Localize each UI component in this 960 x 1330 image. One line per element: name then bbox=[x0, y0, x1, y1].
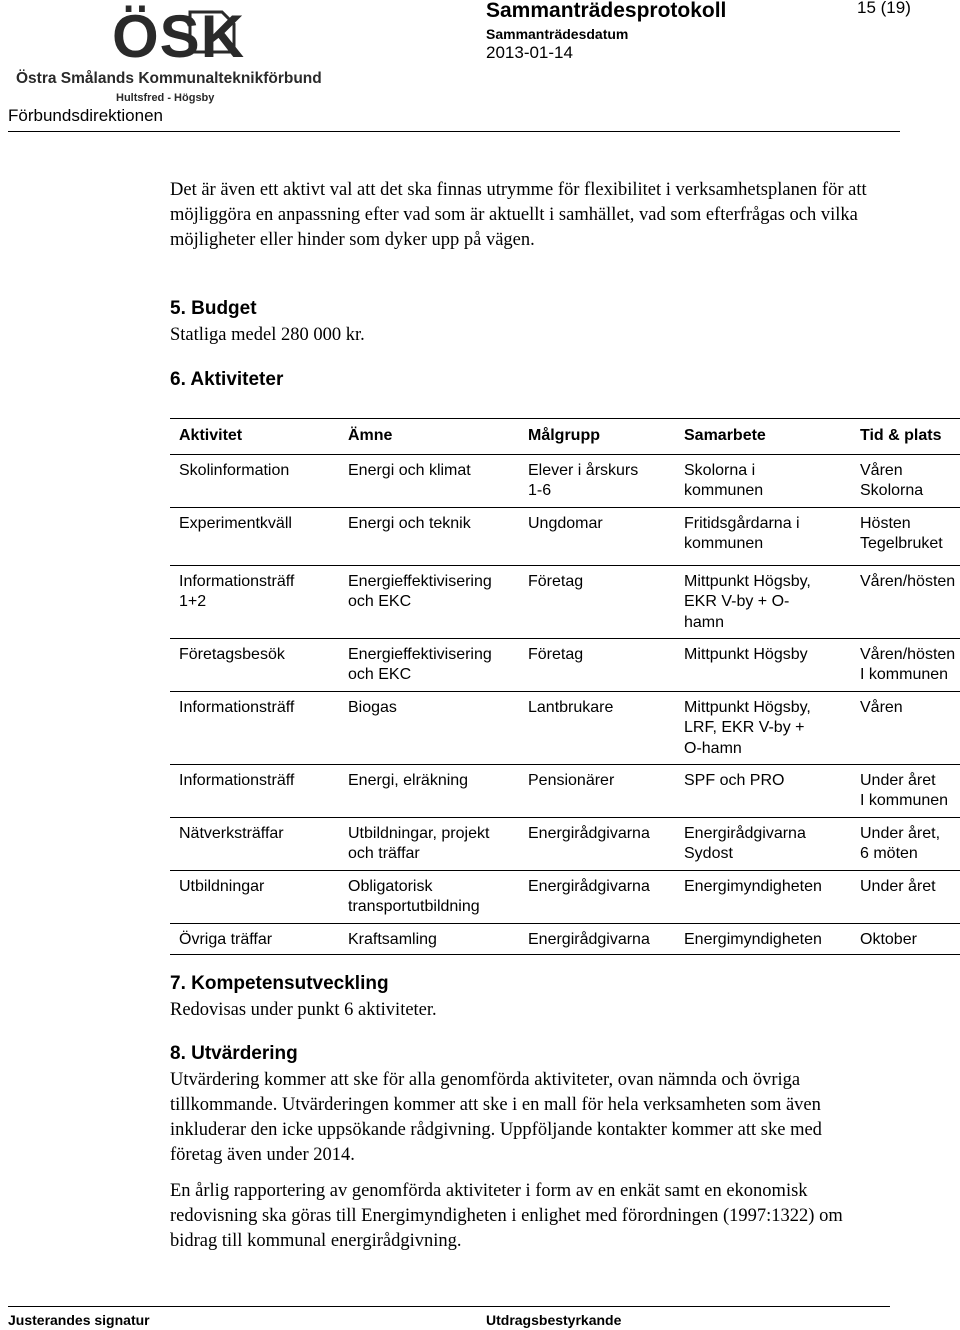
table-cell: Under året I kommunen bbox=[851, 764, 960, 817]
header-divider bbox=[8, 131, 900, 132]
table-cell: Biogas bbox=[339, 691, 519, 764]
table-cell: Utbildningar bbox=[170, 870, 339, 923]
osk-logo bbox=[12, 4, 322, 104]
certification-label: Utdragsbestyrkande bbox=[486, 1312, 622, 1328]
intro-paragraph: Det är även ett aktivt val att det ska finnas utrymme för flexibilitet i verksamhetsplanen för att möjliggöra en anpassning efter vad som är aktuellt i samhället, vad som efterfrågas och vilka möjligheter eller hinder som dyker upp på vägen. bbox=[170, 180, 867, 250]
table-cell: Energirådgivarna Sydost bbox=[674, 817, 851, 870]
table-cell: Experimentkväll bbox=[170, 507, 339, 565]
table-row bbox=[170, 923, 960, 954]
table-cell: Elever i årskurs 1-6 bbox=[519, 454, 674, 507]
section-8-heading: 8. Utvärdering bbox=[170, 1043, 298, 1064]
section-8-paragraph: Utvärdering kommer att ske för alla genomförda aktiviteter, ovan nämnda och övriga tillkommande. Utvärderingen kommer att ske i en mall för hela verksamheten som även inkluderar den icke uppsökande rådgivning. Uppföljande kontakter kommer att ske med företag även under 2014. bbox=[170, 1070, 822, 1165]
table-cell: SPF och PRO bbox=[674, 764, 851, 817]
footer-divider bbox=[8, 1306, 890, 1307]
table-cell: Informationsträff 1+2 bbox=[170, 565, 339, 638]
table-cell: Våren Skolorna bbox=[851, 454, 960, 507]
section-6-heading: 6. Aktiviteter bbox=[170, 369, 284, 390]
table-row bbox=[170, 454, 960, 507]
activities-table bbox=[170, 418, 960, 955]
header-amne: Ämne bbox=[339, 419, 519, 455]
header-tid-plats: Tid & plats bbox=[851, 419, 960, 455]
table-cell: Energirådgivarna bbox=[519, 817, 674, 870]
section-8-paragraph-2: En årlig rapportering av genomförda aktiviteter i form av en enkät samt en ekonomisk redovisning ska göras till Energimyndigheten i enlighet med förordningen (1997:1322) om bidrag till kommunal energirådgivning. bbox=[170, 1181, 843, 1251]
table-row bbox=[170, 565, 960, 638]
logo-organization: Östra Smålands Kommunalteknikförbund bbox=[16, 70, 322, 87]
table-cell: Skolinformation bbox=[170, 454, 339, 507]
header-aktivitet: Aktivitet bbox=[170, 419, 339, 455]
table-row bbox=[170, 817, 960, 870]
table-cell: Våren/hösten bbox=[851, 565, 960, 638]
table-cell: Energimyndigheten bbox=[674, 923, 851, 954]
table-cell: Energieffektivisering och EKC bbox=[339, 565, 519, 638]
table-body bbox=[170, 454, 960, 954]
header-samarbete: Samarbete bbox=[674, 419, 851, 455]
table-cell: Mittpunkt Högsby, LRF, EKR V-by + O-hamn bbox=[674, 691, 851, 764]
table-row bbox=[170, 691, 960, 764]
header-malgrupp: Målgrupp bbox=[519, 419, 674, 455]
table-cell: Skolorna i kommunen bbox=[674, 454, 851, 507]
table-cell: Fritidsgårdarna i kommunen bbox=[674, 507, 851, 565]
table-cell: Energirådgivarna bbox=[519, 870, 674, 923]
table-cell: Energi, elräkning bbox=[339, 764, 519, 817]
department-name: Förbundsdirektionen bbox=[8, 106, 163, 125]
table-cell: Energimyndigheten bbox=[674, 870, 851, 923]
table-cell: Utbildningar, projekt och träffar bbox=[339, 817, 519, 870]
table-cell: Våren bbox=[851, 691, 960, 764]
table-row bbox=[170, 870, 960, 923]
table-header-row bbox=[170, 419, 960, 455]
table-cell: Företag bbox=[519, 638, 674, 691]
table-cell: Lantbrukare bbox=[519, 691, 674, 764]
table-cell: Våren/hösten I kommunen bbox=[851, 638, 960, 691]
logo-subtitle: Hultsfred - Högsby bbox=[116, 92, 215, 104]
table-row bbox=[170, 638, 960, 691]
section-5-heading: 5. Budget bbox=[170, 298, 257, 319]
table-cell: Energi och teknik bbox=[339, 507, 519, 565]
table-row bbox=[170, 764, 960, 817]
table-cell: Företagsbesök bbox=[170, 638, 339, 691]
document-title: Sammanträdesprotokoll bbox=[486, 0, 727, 22]
table-cell: Företag bbox=[519, 565, 674, 638]
section-7-text: Redovisas under punkt 6 aktiviteter. bbox=[170, 1000, 437, 1020]
table-cell: Hösten Tegelbruket bbox=[851, 507, 960, 565]
table-cell: Nätverksträffar bbox=[170, 817, 339, 870]
table-cell: Obligatorisk transportutbildning bbox=[339, 870, 519, 923]
table-cell: Mittpunkt Högsby bbox=[674, 638, 851, 691]
table-cell: Energieffektivisering och EKC bbox=[339, 638, 519, 691]
table-cell: Ungdomar bbox=[519, 507, 674, 565]
logo-wordmark: ÖSK bbox=[112, 3, 246, 70]
page-number: 15 (19) bbox=[857, 0, 911, 17]
table-cell: Under året, 6 möten bbox=[851, 817, 960, 870]
table-cell: Informationsträff bbox=[170, 764, 339, 817]
table-row bbox=[170, 507, 960, 565]
section-5-text: Statliga medel 280 000 kr. bbox=[170, 325, 365, 345]
table-cell: Övriga träffar bbox=[170, 923, 339, 954]
table-cell: Energi och klimat bbox=[339, 454, 519, 507]
table-cell: Energirådgivarna bbox=[519, 923, 674, 954]
signature-label: Justerandes signatur bbox=[8, 1312, 150, 1328]
table-cell: Mittpunkt Högsby, EKR V-by + O- hamn bbox=[674, 565, 851, 638]
section-7-heading: 7. Kompetensutveckling bbox=[170, 973, 389, 994]
date-label: Sammanträdesdatum bbox=[486, 26, 629, 42]
table-cell: Pensionärer bbox=[519, 764, 674, 817]
table-cell: Oktober bbox=[851, 923, 960, 954]
table-cell: Under året bbox=[851, 870, 960, 923]
meeting-date: 2013-01-14 bbox=[486, 43, 573, 62]
table-cell: Informationsträff bbox=[170, 691, 339, 764]
table-cell: Kraftsamling bbox=[339, 923, 519, 954]
